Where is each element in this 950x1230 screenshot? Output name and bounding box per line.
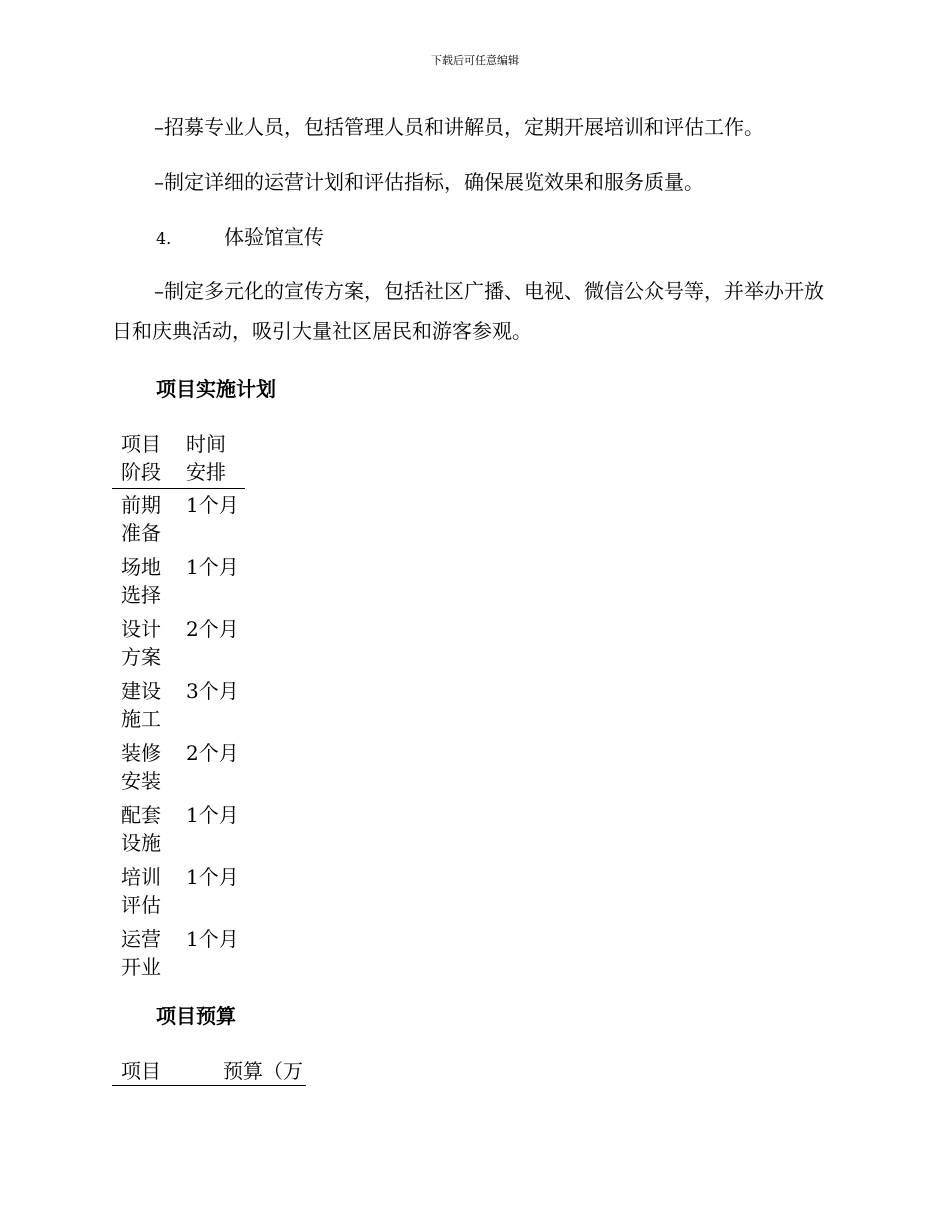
table-cell-time: 3个月 (186, 679, 239, 703)
table-row (112, 553, 245, 609)
table-row (112, 739, 245, 795)
numbered-heading (156, 217, 324, 259)
table-cell-time: 2个月 (186, 617, 239, 641)
table-cell-stage: 配套设施 (121, 803, 161, 855)
table-cell-stage: 培训评估 (121, 865, 161, 917)
table-row (112, 925, 245, 981)
table-header-row (112, 430, 245, 489)
table-cell-time: 1个月 (186, 803, 239, 827)
table-cell-time: 1个月 (186, 927, 239, 951)
table-cell-stage: 设计方案 (121, 617, 161, 669)
table-header-cell: 预算（万 (223, 1059, 303, 1083)
numbered-heading-text: 体验馆宣传 (224, 225, 324, 249)
table-cell-time: 1个月 (186, 493, 239, 517)
table-row (112, 677, 245, 733)
section-title-budget: 项目预算 (156, 1004, 236, 1028)
table-cell-time: 2个月 (186, 741, 239, 765)
section-title-implementation-plan: 项目实施计划 (156, 377, 276, 401)
table-header-cell: 项目 (121, 1059, 161, 1083)
table-cell-stage: 场地选择 (121, 555, 161, 607)
table-cell-stage: 建设施工 (121, 679, 161, 731)
table-cell-stage: 装修安装 (121, 741, 161, 793)
table-cell-stage: 前期准备 (121, 493, 161, 545)
table-row (112, 615, 245, 671)
table-row (112, 491, 245, 547)
numbered-heading-number: 4. (156, 229, 172, 248)
table-cell-time: 1个月 (186, 555, 239, 579)
budget-table (112, 1057, 306, 1086)
table-cell-time: 1个月 (186, 865, 239, 889)
paragraph-promotion: –制定多元化的宣传方案，包括社区广播、电视、微信公众号等，并举办开放日和庆典活动，吸引大量社区居民和游客参观。 (112, 279, 824, 343)
table-header-cell: 时间安排 (186, 432, 226, 484)
table-row (112, 801, 245, 857)
table-header-cell: 项目阶段 (121, 432, 161, 484)
page-header-note: 下载后可任意编辑 (431, 54, 519, 67)
table-cell-stage: 运营开业 (121, 927, 161, 979)
paragraph-operation-plan: –制定详细的运营计划和评估指标，确保展览效果和服务质量。 (154, 170, 704, 194)
table-row (112, 863, 245, 919)
paragraph-recruit-staff: –招募专业人员，包括管理人员和讲解员，定期开展培训和评估工作。 (154, 115, 764, 139)
implementation-plan-table (112, 430, 245, 987)
table-header-row (112, 1057, 306, 1086)
